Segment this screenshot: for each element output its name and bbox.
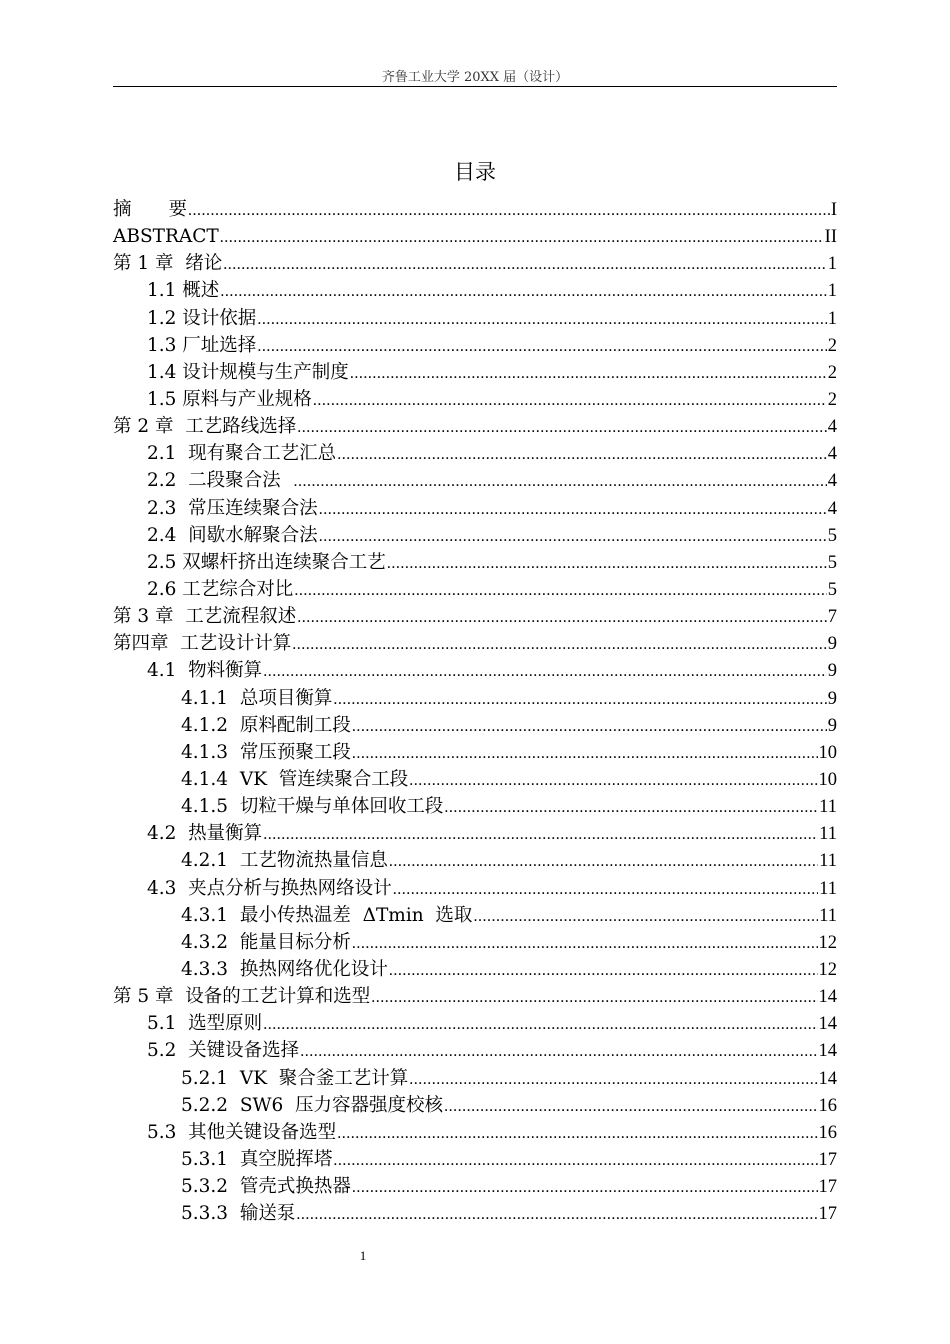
- toc-leader-dots: [297, 604, 826, 631]
- toc-entry-page: 17: [818, 1204, 837, 1225]
- toc-entry[interactable]: [113, 576, 837, 603]
- toc-entry[interactable]: [113, 440, 837, 467]
- toc-entry-label: 5.2 关键设备选择: [147, 1040, 300, 1062]
- toc-entry-label: 5.3.2 管壳式换热器: [181, 1176, 351, 1198]
- toc-entry-page: II: [824, 227, 837, 248]
- toc-entry[interactable]: [113, 495, 837, 522]
- toc-entry-label: 4.1.2 原料配制工段: [181, 714, 351, 736]
- toc-entry-label: 第 3 章 工艺流程叙述: [113, 606, 297, 628]
- toc-entry-label: 5.3.1 真空脱挥塔: [181, 1148, 333, 1170]
- toc-entry[interactable]: [113, 1173, 837, 1200]
- toc-entry-label: 5.3.3 输送泵: [181, 1203, 296, 1225]
- toc-entry-page: 9: [827, 634, 837, 655]
- toc-entry-label: 第 2 章 工艺路线选择: [113, 416, 297, 438]
- toc-entry-page: 12: [818, 959, 837, 980]
- toc-leader-dots: [389, 848, 818, 875]
- toc-leader-dots: [263, 821, 818, 848]
- toc-leader-dots: [337, 1120, 817, 1147]
- toc-entry[interactable]: [113, 603, 837, 630]
- toc-entry-label: 4.2.1 工艺物流热量信息: [181, 850, 388, 872]
- toc-entry-page: 14: [818, 1014, 837, 1035]
- toc-leader-dots: [350, 360, 827, 387]
- toc-leader-dots: [297, 414, 826, 441]
- toc-entry[interactable]: [113, 685, 837, 712]
- toc-entry[interactable]: [113, 250, 837, 277]
- toc-entry-label: ABSTRACT: [113, 226, 219, 248]
- toc-entry-label: 5.2.2 SW6 压力容器强度校核: [181, 1094, 444, 1116]
- toc-entry-page: 16: [818, 1122, 837, 1143]
- toc-leader-dots: [296, 1201, 817, 1228]
- toc-entry-label: 4.3.3 换热网络优化设计: [181, 958, 388, 980]
- toc-entry-label: 1.3 厂址选择: [147, 334, 257, 356]
- toc-entry-label: 5.3 其他关键设备选型: [147, 1121, 337, 1143]
- toc-entry[interactable]: [113, 522, 837, 549]
- toc-leader-dots: [263, 658, 827, 685]
- toc-entry[interactable]: [113, 820, 837, 847]
- toc-entry-label: 4.3 夹点分析与换热网络设计: [147, 877, 392, 899]
- toc-entry-label: 第 1 章 绪论: [113, 253, 223, 275]
- toc-entry-label: 2.3 常压连续聚合法: [147, 497, 318, 519]
- toc-leader-dots: [337, 441, 827, 468]
- toc-entry[interactable]: [113, 1119, 837, 1146]
- toc-entry-page: 1: [827, 254, 837, 275]
- toc-entry-label: 第四章 工艺设计计算: [113, 633, 292, 655]
- table-of-contents: [113, 196, 837, 1227]
- toc-leader-dots: [444, 794, 818, 821]
- toc-entry[interactable]: [113, 359, 837, 386]
- toc-entry-page: 5: [827, 552, 837, 573]
- toc-leader-dots: [333, 686, 826, 713]
- toc-entry-label: 4.3.2 能量目标分析: [181, 931, 351, 953]
- toc-title: 目录: [454, 160, 496, 184]
- toc-entry-page: 2: [827, 335, 837, 356]
- toc-entry-page: 17: [818, 1177, 837, 1198]
- toc-entry[interactable]: [113, 1092, 837, 1119]
- toc-entry[interactable]: [113, 902, 837, 929]
- toc-leader-dots: [257, 333, 826, 360]
- toc-leader-dots: [292, 631, 826, 658]
- toc-entry-label: 4.1.3 常压预聚工段: [181, 741, 351, 763]
- page-number: 1: [359, 1248, 367, 1263]
- toc-entry-label: 2.1 现有聚合工艺汇总: [147, 443, 337, 465]
- toc-entry-label: 4.2 热量衡算: [147, 823, 263, 845]
- toc-entry-page: 11: [819, 851, 837, 872]
- toc-entry-label: 1.4 设计规模与生产制度: [147, 361, 349, 383]
- toc-entry-page: 1: [827, 281, 837, 302]
- toc-entry-label: 1.5 原料与产业规格: [147, 388, 312, 410]
- toc-entry[interactable]: [113, 549, 837, 576]
- toc-leader-dots: [257, 306, 826, 333]
- toc-entry-label: 2.5 双螺杆挤出连续聚合工艺: [147, 551, 386, 573]
- toc-entry-page: 2: [827, 362, 837, 383]
- toc-entry[interactable]: [113, 1065, 837, 1092]
- toc-entry-page: 4: [827, 471, 837, 492]
- toc-leader-dots: [300, 1038, 817, 1065]
- toc-entry-page: 10: [818, 742, 837, 763]
- toc-entry-page: 11: [819, 905, 837, 926]
- toc-entry[interactable]: [113, 1146, 837, 1173]
- toc-entry-page: 9: [827, 661, 837, 682]
- toc-entry[interactable]: [113, 1037, 837, 1064]
- toc-entry[interactable]: [113, 467, 837, 494]
- toc-entry[interactable]: [113, 739, 837, 766]
- toc-entry-page: 11: [819, 878, 837, 899]
- toc-entry[interactable]: [113, 983, 837, 1010]
- toc-entry-label: 4.1.4 VK 管连续聚合工段: [181, 768, 409, 790]
- toc-entry-page: 17: [818, 1149, 837, 1170]
- toc-entry-page: 12: [818, 932, 837, 953]
- toc-entry[interactable]: [113, 1010, 837, 1037]
- toc-entry-label: 4.1 物料衡算: [147, 660, 263, 682]
- toc-leader-dots: [188, 197, 830, 224]
- toc-entry-label: 4.3.1 最小传热温差 ΔTmin 选取: [181, 904, 473, 926]
- toc-entry-label: 1.1 概述: [147, 280, 220, 302]
- toc-leader-dots: [223, 251, 826, 278]
- toc-entry[interactable]: [113, 956, 837, 983]
- header-rule: [113, 86, 837, 87]
- toc-entry[interactable]: [113, 413, 837, 440]
- toc-entry-page: 14: [818, 987, 837, 1008]
- toc-entry-page: 4: [827, 444, 837, 465]
- toc-entry-page: 16: [818, 1095, 837, 1116]
- toc-entry-page: 9: [827, 715, 837, 736]
- toc-entry-page: 14: [818, 1041, 837, 1062]
- toc-entry-label: 第 5 章 设备的工艺计算和选型: [113, 986, 371, 1008]
- toc-entry-page: 4: [827, 417, 837, 438]
- toc-entry-page: 11: [819, 824, 837, 845]
- toc-entry[interactable]: [113, 630, 837, 657]
- toc-leader-dots: [389, 957, 818, 984]
- toc-entry-label: 4.1.5 切粒干燥与单体回收工段: [181, 796, 444, 818]
- running-header: 齐鲁工业大学 20XX 届（设计）: [381, 70, 569, 85]
- toc-leader-dots: [220, 278, 826, 305]
- toc-entry[interactable]: [113, 766, 837, 793]
- toc-leader-dots: [444, 1093, 817, 1120]
- toc-entry-page: 1: [827, 308, 837, 329]
- toc-entry[interactable]: [113, 929, 837, 956]
- toc-entry-label: 5.2.1 VK 聚合釜工艺计算: [181, 1067, 409, 1089]
- toc-leader-dots: [352, 740, 818, 767]
- toc-leader-dots: [294, 577, 826, 604]
- toc-entry-page: I: [830, 200, 837, 220]
- toc-entry[interactable]: [113, 875, 837, 902]
- toc-entry-page: 14: [818, 1068, 837, 1089]
- toc-leader-dots: [387, 550, 827, 577]
- toc-entry[interactable]: [113, 196, 837, 223]
- toc-entry-label: 摘 要: [113, 199, 188, 220]
- toc-entry[interactable]: [113, 793, 837, 820]
- toc-leader-dots: [220, 224, 824, 251]
- toc-entry-label: 2.4 间歇水解聚合法: [147, 524, 318, 546]
- toc-entry-page: 9: [827, 688, 837, 709]
- toc-leader-dots: [333, 1147, 817, 1174]
- toc-entry-page: 11: [819, 797, 837, 818]
- toc-leader-dots: [319, 523, 827, 550]
- toc-entry[interactable]: [113, 223, 837, 250]
- toc-entry-page: 5: [827, 579, 837, 600]
- toc-entry-label: 2.6 工艺综合对比: [147, 578, 294, 600]
- toc-entry-page: 4: [827, 498, 837, 519]
- toc-leader-dots: [313, 387, 827, 414]
- toc-leader-dots: [352, 713, 827, 740]
- toc-leader-dots: [263, 1011, 817, 1038]
- toc-leader-dots: [319, 496, 827, 523]
- toc-entry[interactable]: [113, 1200, 837, 1227]
- toc-entry[interactable]: [113, 332, 837, 359]
- toc-entry-page: 2: [827, 389, 837, 410]
- toc-entry-page: 7: [827, 607, 837, 628]
- toc-entry-label: 2.2 二段聚合法: [147, 470, 293, 492]
- toc-leader-dots: [393, 876, 818, 903]
- toc-entry-label: 1.2 设计依据: [147, 307, 257, 329]
- toc-entry[interactable]: [113, 657, 837, 684]
- toc-entry-page: 10: [818, 769, 837, 790]
- toc-leader-dots: [352, 930, 818, 957]
- toc-entry-page: 5: [827, 525, 837, 546]
- toc-leader-dots: [473, 903, 818, 930]
- toc-leader-dots: [293, 468, 826, 495]
- toc-entry[interactable]: [113, 847, 837, 874]
- toc-leader-dots: [371, 984, 817, 1011]
- toc-leader-dots: [409, 1066, 817, 1093]
- toc-entry[interactable]: [113, 305, 837, 332]
- toc-leader-dots: [409, 767, 817, 794]
- toc-entry-label: 5.1 选型原则: [147, 1013, 263, 1035]
- toc-entry-label: 4.1.1 总项目衡算: [181, 687, 333, 709]
- toc-entry[interactable]: [113, 712, 837, 739]
- toc-entry[interactable]: [113, 386, 837, 413]
- toc-entry[interactable]: [113, 277, 837, 304]
- toc-leader-dots: [352, 1174, 818, 1201]
